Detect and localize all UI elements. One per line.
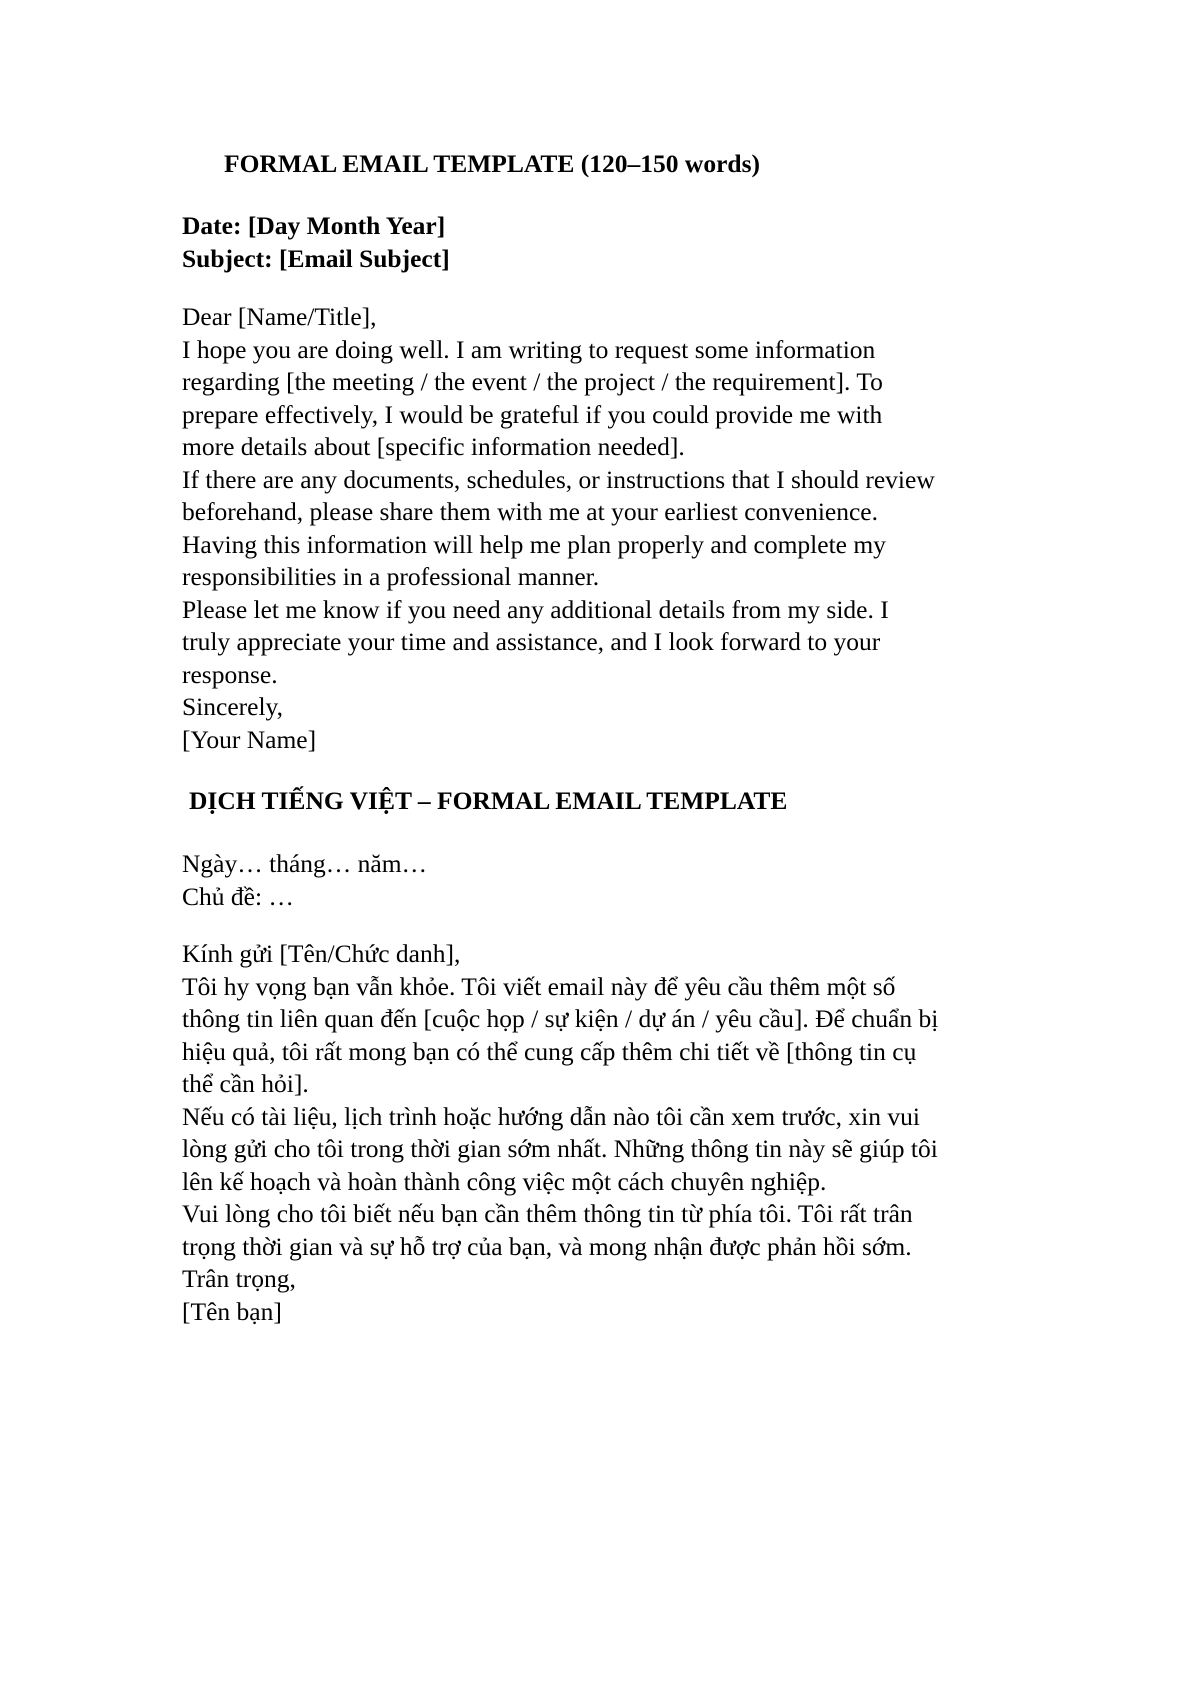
- closing-line: Trân trọng,: [182, 1264, 296, 1293]
- body-line: response.: [182, 659, 278, 689]
- body-line: lên kế hoạch và hoàn thành công việc một cách chuyên nghiệp.: [182, 1166, 827, 1196]
- signature-line: [Tên bạn]: [182, 1296, 282, 1326]
- body-line: hiệu quả, tôi rất mong bạn có thể cung cấp thêm chi tiết về [thông tin cụ: [182, 1036, 917, 1066]
- body-line: thể cần hỏi].: [182, 1069, 309, 1098]
- body-line: Vui lòng cho tôi biết nếu bạn cần thêm thông tin từ phía tôi. Tôi rất trân: [182, 1199, 913, 1228]
- english-title: FORMAL EMAIL TEMPLATE (120–150 words): [224, 149, 760, 178]
- body-line: Please let me know if you need any additional details from my side. I: [182, 594, 889, 624]
- english-header-fields: [182, 210, 1082, 275]
- subject-line: Subject: [Email Subject]: [182, 243, 450, 273]
- vietnamese-email-body: [182, 938, 1082, 1328]
- body-line: thông tin liên quan đến [cuộc họp / sự kiện / dự án / yêu cầu]. Để chuẩn bị: [182, 1004, 939, 1033]
- closing-line: Sincerely,: [182, 692, 284, 721]
- signature-line: [Your Name]: [182, 724, 317, 754]
- body-line: regarding [the meeting / the event / the project / the requirement]. To: [182, 367, 883, 396]
- body-line: If there are any documents, schedules, or instructions that I should review: [182, 464, 935, 494]
- body-line: Having this information will help me plan properly and complete my: [182, 529, 886, 559]
- body-line: truly appreciate your time and assistance, and I look forward to your: [182, 627, 881, 656]
- body-line: more details about [specific information needed].: [182, 432, 685, 461]
- body-line: I hope you are doing well. I am writing to request some information: [182, 334, 876, 364]
- body-line: Nếu có tài liệu, lịch trình hoặc hướng dẫn nào tôi cần xem trước, xin vui: [182, 1101, 920, 1131]
- english-email-body: [182, 301, 1082, 756]
- body-line: beforehand, please share them with me at your earliest convenience.: [182, 497, 878, 526]
- body-line: responsibilities in a professional manner.: [182, 562, 600, 591]
- body-line: Tôi hy vọng bạn vẫn khỏe. Tôi viết email này để yêu cầu thêm một số: [182, 971, 896, 1001]
- date-line: Date: [Day Month Year]: [182, 211, 446, 240]
- date-line: Ngày… tháng… năm…: [182, 849, 428, 878]
- salutation-line: Kính gửi [Tên/Chức danh],: [182, 939, 461, 968]
- vietnamese-header-fields: [182, 848, 1082, 913]
- body-line: lòng gửi cho tôi trong thời gian sớm nhất. Những thông tin này sẽ giúp tôi: [182, 1134, 938, 1163]
- body-line: prepare effectively, I would be grateful if you could provide me with: [182, 399, 883, 429]
- salutation-line: Dear [Name/Title],: [182, 302, 377, 331]
- subject-line: Chủ đề: …: [182, 881, 294, 911]
- vietnamese-title: DỊCH TIẾNG VIỆT – FORMAL EMAIL TEMPLATE: [189, 786, 788, 815]
- body-line: trọng thời gian và sự hỗ trợ của bạn, và mong nhận được phản hồi sớm.: [182, 1231, 912, 1261]
